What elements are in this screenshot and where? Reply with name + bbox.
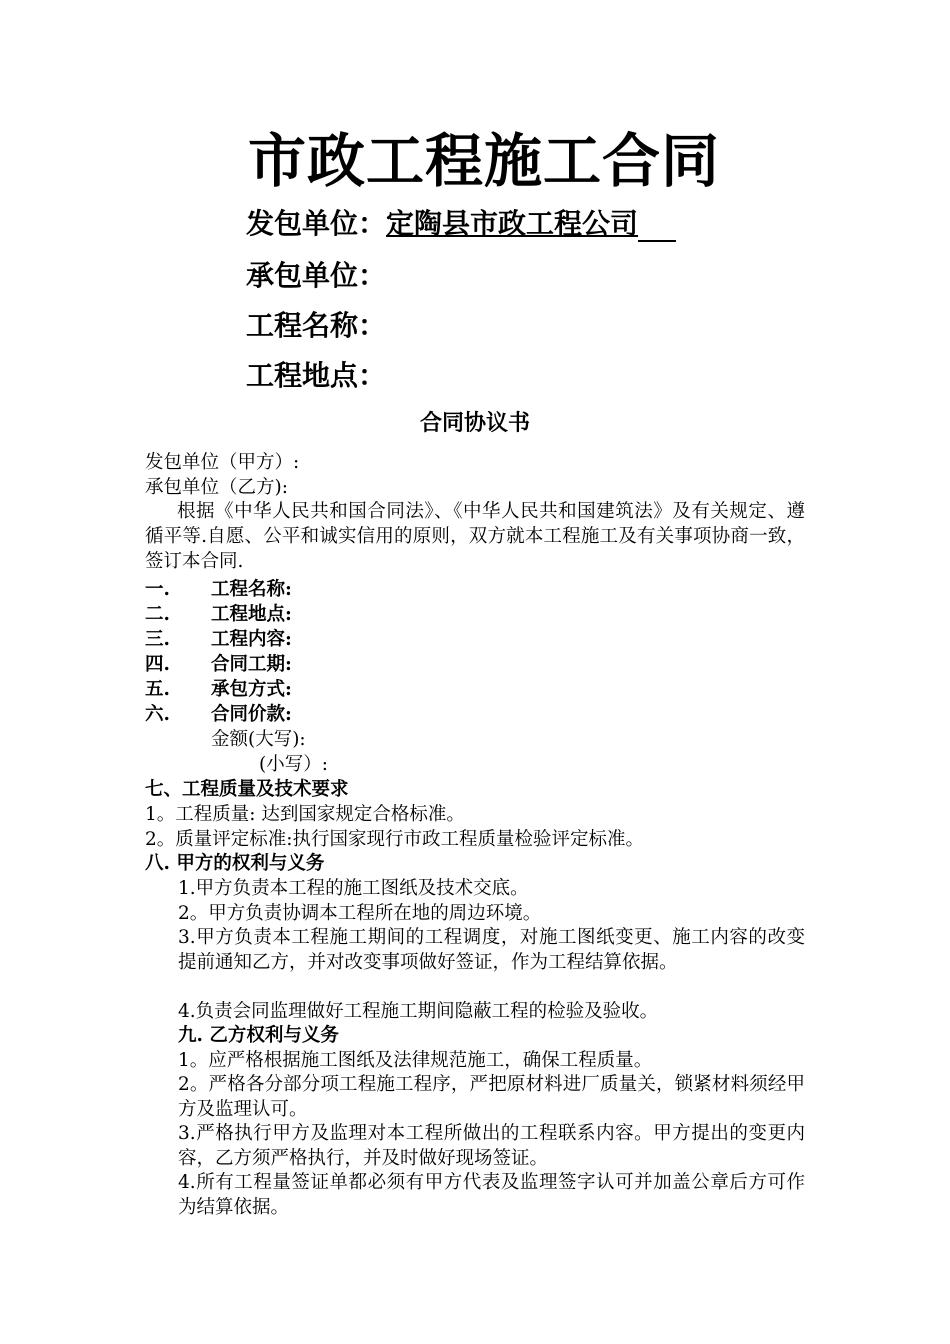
section8-item-4: 4.负责会同监理做好工程施工期间隐蔽工程的检验及验收。 xyxy=(178,1001,659,1022)
project-name-label: 工程名称： xyxy=(246,309,387,342)
section9-item-4: 4.所有工程量签证单都必须有甲方代表及监理签字认可并加盖公章后方可作为结算依据。 xyxy=(178,1172,805,1218)
section8-item-2: 2。甲方负责协调本工程所在地的周边环境。 xyxy=(178,903,542,924)
section7-heading: 七、工程质量及技术要求 xyxy=(145,779,349,800)
employer-line xyxy=(246,206,676,242)
section9-item-1: 1。应严格根据施工图纸及法律规范施工，确保工程质量。 xyxy=(178,1050,653,1071)
section7-item-2: 2。质量评定标准:执行国家现行市政工程质量检验评定标准。 xyxy=(145,829,645,850)
party-a-line: 发包单位（甲方）: xyxy=(145,452,300,473)
section7-item-1: 1。工程质量: 达到国家规定合格标准。 xyxy=(145,804,465,825)
amount-upper: 金额(大写): xyxy=(211,729,306,750)
clause-number: 一. xyxy=(145,579,170,600)
clause-number: 四. xyxy=(145,654,170,675)
section8-item-1: 1.甲方负责本工程的施工图纸及技术交底。 xyxy=(178,878,529,899)
preamble-paragraph: 根据《中华人民共和国合同法》、《中华人民共和国建筑法》及有关规定、遵循平等.自愿、公平和诚实信用的原则，双方就本工程施工及有关事项协商一致，签订本合同. xyxy=(145,501,805,572)
clause-5 xyxy=(145,677,292,702)
clause-label: 工程名称: xyxy=(211,579,292,600)
clause-label: 工程内容: xyxy=(211,629,292,650)
underline-blank xyxy=(638,214,676,242)
clause-label: 工程地点: xyxy=(211,604,292,625)
section9-item-3: 3.严格执行甲方及监理对本工程所做出的工程联系内容。甲方提出的变更内容，乙方须严格执行，并及时做好现场签证。 xyxy=(178,1123,805,1169)
clause-label: 合同工期: xyxy=(211,654,292,675)
section8-item-3: 3.甲方负责本工程施工期间的工程调度，对施工图纸变更、施工内容的改变提前通知乙方，并对改变事项做好签证，作为工程结算依据。 xyxy=(178,927,805,973)
clause-2 xyxy=(145,602,292,627)
clause-label: 合同价款: xyxy=(211,704,292,725)
clause-4 xyxy=(145,652,292,677)
section9-item-2: 2。严格各分部分项工程施工程序，严把原材料进厂质量关，锁紧材料须经甲方及监理认可。 xyxy=(178,1074,805,1120)
contract-title: 市政工程施工合同 xyxy=(248,127,721,195)
employer-value: 定陶县市政工程公司 xyxy=(386,207,639,240)
agreement-title: 合同协议书 xyxy=(419,410,530,436)
section8-heading: 八. 甲方的权利与义务 xyxy=(145,853,325,874)
project-location-label: 工程地点： xyxy=(246,359,387,392)
clause-1 xyxy=(145,577,292,602)
clause-6 xyxy=(145,702,292,727)
party-b-line: 承包单位（乙方): xyxy=(145,477,288,498)
contractor-label: 承包单位： xyxy=(246,259,387,292)
amount-lower: (小写）: xyxy=(259,754,328,775)
clause-3 xyxy=(145,627,292,652)
section9-heading: 九. 乙方权利与义务 xyxy=(178,1025,339,1046)
clause-number: 五. xyxy=(145,679,170,700)
clause-number: 六. xyxy=(145,704,170,725)
clause-label: 承包方式: xyxy=(211,679,292,700)
clause-number: 二. xyxy=(145,604,170,625)
clause-number: 三. xyxy=(145,629,170,650)
employer-label: 发包单位： xyxy=(246,207,387,240)
